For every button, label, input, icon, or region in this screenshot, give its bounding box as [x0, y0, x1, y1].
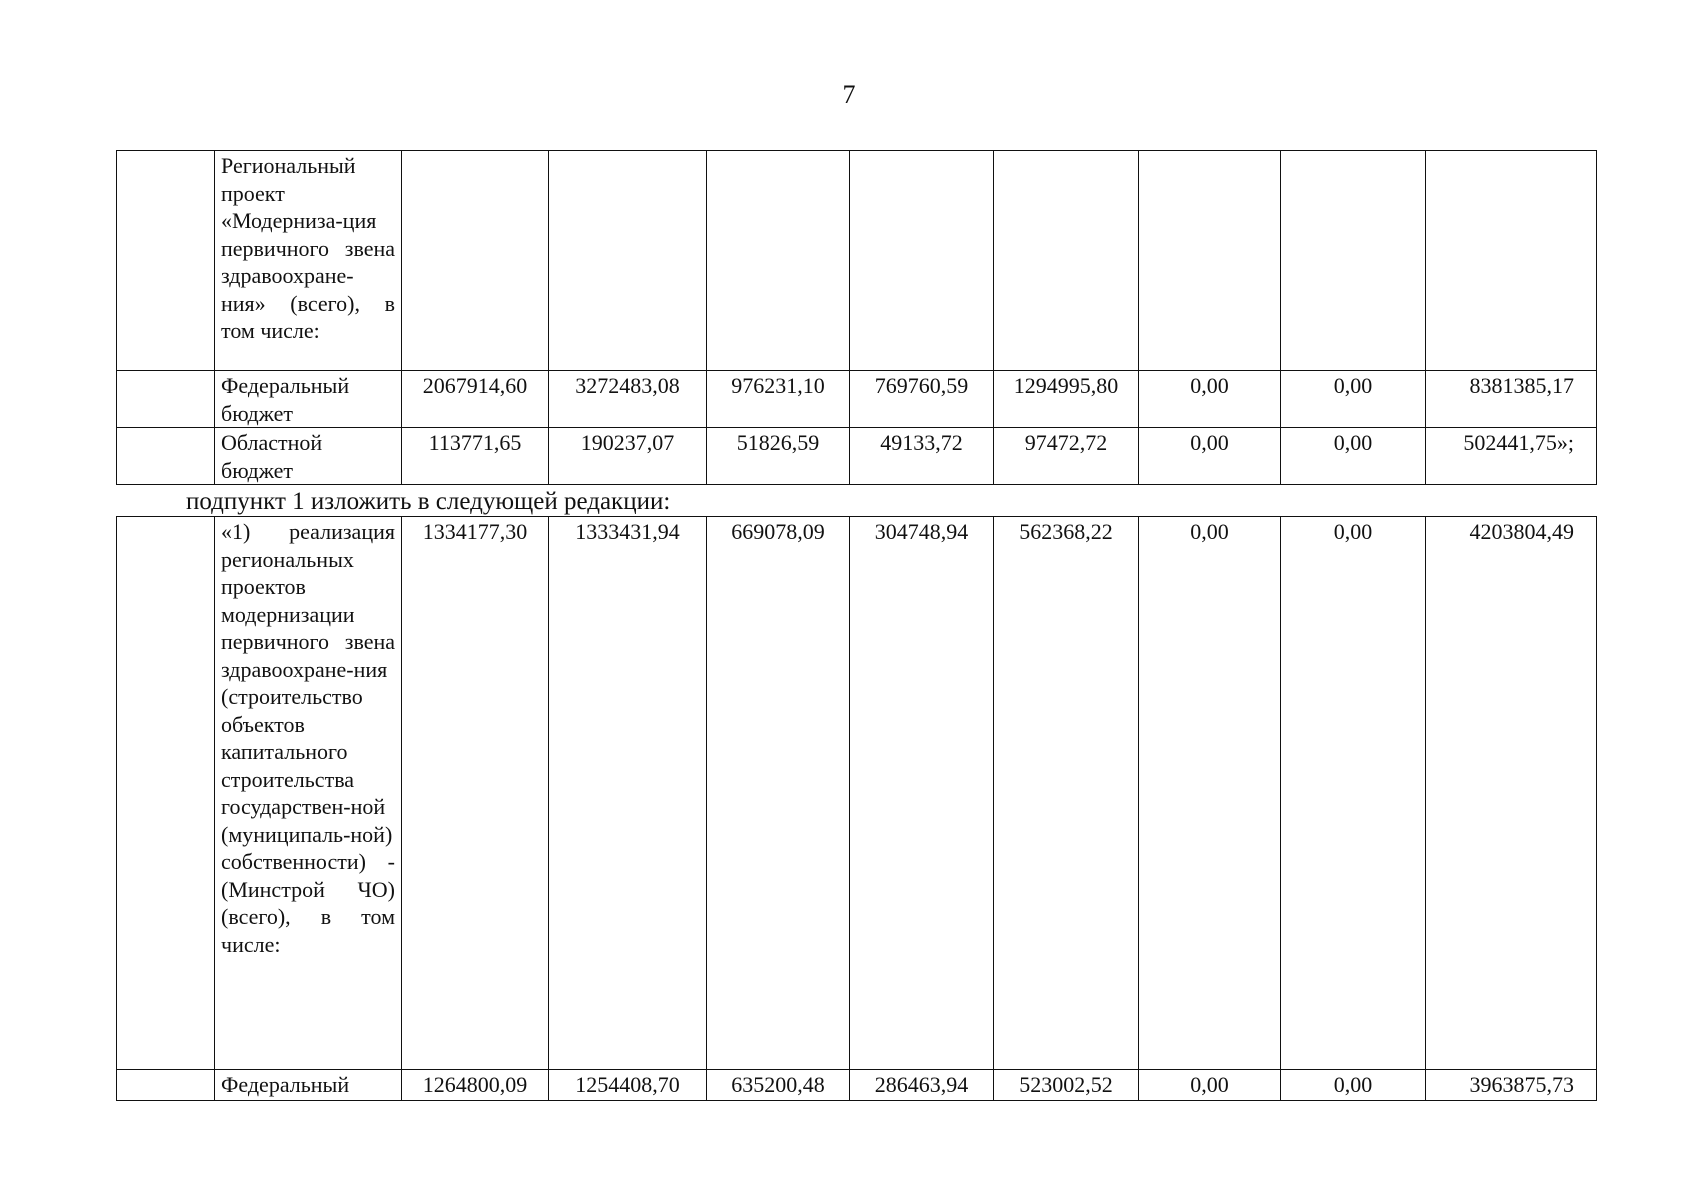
value-cell [402, 151, 549, 371]
value-cell: 49133,72 [850, 428, 994, 485]
row-number-cell [117, 428, 215, 485]
table-row [117, 1070, 1597, 1101]
value-cell: 562368,22 [994, 517, 1139, 1070]
value-cell: 3272483,08 [549, 371, 707, 428]
value-cell: 113771,65 [402, 428, 549, 485]
value-cell: 51826,59 [707, 428, 850, 485]
row-label: Региональный проект «Модерниза-ция первичного звена здравоохране-ния» (всего), в том числе: [215, 151, 402, 371]
value-cell: 1254408,70 [549, 1070, 707, 1101]
funding-table-regional-project [116, 150, 1597, 485]
value-cell: 286463,94 [850, 1070, 994, 1101]
value-cell: 0,00 [1139, 517, 1281, 1070]
funding-table-subitem-1 [116, 516, 1597, 1101]
value-cell: 1264800,09 [402, 1070, 549, 1101]
row-label: Федеральный бюджет [215, 371, 402, 428]
table-row [117, 517, 1597, 1070]
page-number: 7 [842, 80, 856, 109]
value-cell [549, 151, 707, 371]
value-cell: 0,00 [1281, 517, 1426, 1070]
value-cell [707, 151, 850, 371]
row-number-cell [117, 151, 215, 371]
value-cell [1281, 151, 1426, 371]
value-cell: 190237,07 [549, 428, 707, 485]
row-number-cell [117, 1070, 215, 1101]
row-label: Федеральный [215, 1070, 402, 1101]
row-label: Областной бюджет [215, 428, 402, 485]
table-row [117, 371, 1597, 428]
value-cell: 1334177,30 [402, 517, 549, 1070]
row-number-cell [117, 371, 215, 428]
value-cell: 0,00 [1281, 371, 1426, 428]
value-cell [1139, 151, 1281, 371]
value-cell [850, 151, 994, 371]
value-cell: 0,00 [1281, 1070, 1426, 1101]
total-cell: 3963875,73 [1426, 1070, 1597, 1101]
value-cell: 523002,52 [994, 1070, 1139, 1101]
value-cell: 976231,10 [707, 371, 850, 428]
table-row [117, 428, 1597, 485]
value-cell: 1333431,94 [549, 517, 707, 1070]
total-cell [1426, 151, 1597, 371]
total-cell: 8381385,17 [1426, 371, 1597, 428]
instruction-text: подпункт 1 изложить в следующей редакции: [186, 488, 671, 515]
value-cell: 0,00 [1139, 428, 1281, 485]
total-cell: 4203804,49 [1426, 517, 1597, 1070]
value-cell: 1294995,80 [994, 371, 1139, 428]
value-cell [994, 151, 1139, 371]
row-label: «1) реализация региональных проектов модернизации первичного звена здравоохране-ния (строительство объектов капитального строительства государствен-ной (муниципаль-ной) собственности) - (Минстрой ЧО) (всего), в том числе: [215, 517, 402, 1070]
row-number-cell [117, 517, 215, 1070]
value-cell: 769760,59 [850, 371, 994, 428]
value-cell: 97472,72 [994, 428, 1139, 485]
value-cell: 304748,94 [850, 517, 994, 1070]
value-cell: 669078,09 [707, 517, 850, 1070]
value-cell: 635200,48 [707, 1070, 850, 1101]
value-cell: 0,00 [1139, 371, 1281, 428]
value-cell: 2067914,60 [402, 371, 549, 428]
value-cell: 0,00 [1281, 428, 1426, 485]
value-cell: 0,00 [1139, 1070, 1281, 1101]
total-cell: 502441,75»; [1426, 428, 1597, 485]
table-row [117, 151, 1597, 371]
